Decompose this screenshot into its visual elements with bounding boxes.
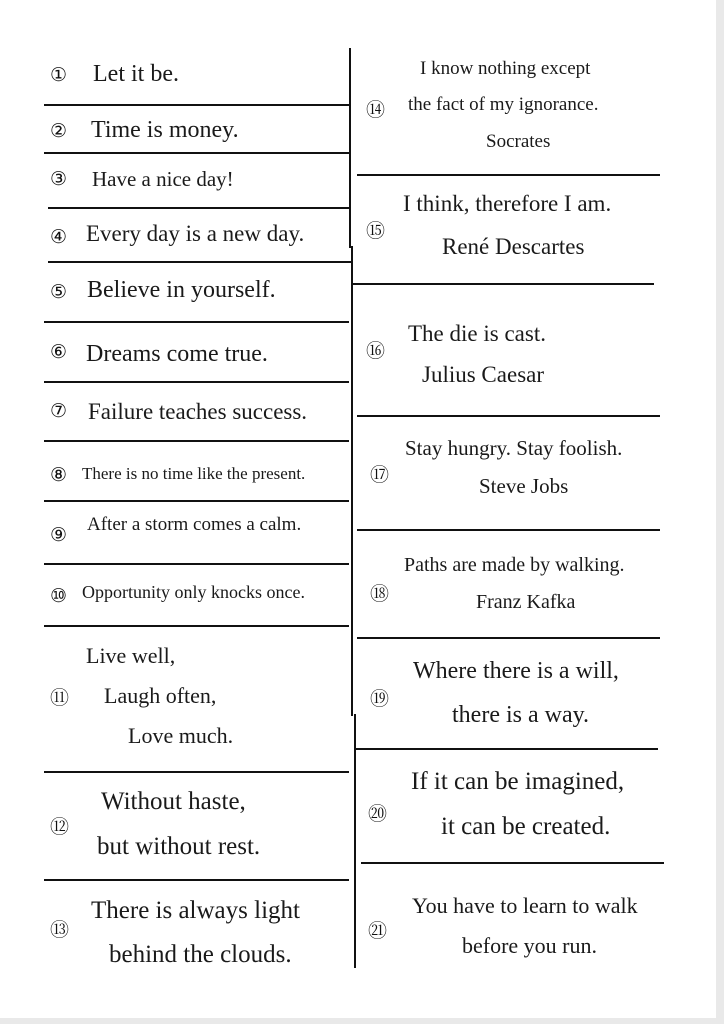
quote-text-line: Stay hungry. Stay foolish. — [405, 436, 623, 460]
row-divider — [44, 321, 349, 323]
quote-text-line: I think, therefore I am. — [403, 191, 612, 216]
quote-text: Time is money. — [91, 117, 239, 143]
item-number: ① — [50, 64, 68, 86]
quote-text: There is no time like the present. — [82, 464, 306, 483]
quote-text-line: You have to learn to walk — [412, 893, 638, 918]
row-divider — [357, 637, 660, 639]
quote-text: Believe in yourself. — [87, 277, 276, 303]
row-divider — [44, 771, 349, 773]
item-number: ③ — [50, 168, 68, 190]
center-divider — [354, 714, 356, 968]
item-number: ㉑ — [368, 920, 388, 942]
quote-text-line: The die is cast. — [408, 321, 546, 346]
item-number: ② — [50, 120, 68, 142]
quote-text: Dreams come true. — [86, 341, 268, 367]
item-number: ⑤ — [50, 281, 68, 303]
item-number: ⑭ — [366, 99, 386, 121]
item-number: ⑦ — [50, 400, 68, 422]
row-divider — [361, 862, 664, 864]
quote-text-line: behind the clouds. — [109, 941, 292, 968]
quote-text: Have a nice day! — [92, 167, 234, 191]
quote-text-line: There is always light — [91, 897, 300, 924]
row-divider — [351, 283, 654, 285]
item-number: ⑲ — [370, 688, 390, 710]
quote-text: Opportunity only knocks once. — [82, 582, 305, 602]
item-number: ⑧ — [50, 464, 68, 486]
quote-author: René Descartes — [442, 234, 585, 259]
quote-author: Steve Jobs — [479, 474, 569, 498]
row-divider — [44, 104, 349, 106]
quote-author: Socrates — [486, 131, 551, 152]
center-divider — [351, 246, 353, 716]
quote-text: Every day is a new day. — [86, 221, 305, 246]
quote-text-line: there is a way. — [452, 702, 590, 728]
row-divider — [355, 748, 658, 750]
row-divider — [357, 529, 660, 531]
quote-text-line: the fact of my ignorance. — [408, 94, 599, 115]
item-number: ④ — [50, 226, 68, 248]
row-divider — [44, 440, 349, 442]
item-number: ⑳ — [368, 803, 388, 825]
item-number: ⑪ — [50, 687, 70, 709]
item-number: ⑩ — [50, 585, 68, 607]
quote-text: Failure teaches success. — [88, 399, 308, 424]
row-divider — [44, 563, 349, 565]
item-number: ⑬ — [50, 919, 70, 941]
row-divider — [48, 261, 351, 263]
quote-text-line: before you run. — [462, 933, 598, 958]
item-number: ⑯ — [366, 340, 386, 362]
item-number: ⑱ — [370, 583, 390, 605]
quote-text-line: Love much. — [128, 723, 234, 748]
row-divider — [48, 207, 351, 209]
quote-text-line: I know nothing except — [420, 58, 591, 79]
quote-text-line: Live well, — [86, 643, 176, 668]
row-divider — [44, 381, 349, 383]
center-divider — [349, 48, 351, 248]
quote-text-line: but without rest. — [97, 833, 261, 860]
quote-text: Let it be. — [93, 61, 179, 87]
row-divider — [357, 174, 660, 176]
quote-text: After a storm comes a calm. — [87, 514, 302, 535]
quote-text-line: Paths are made by walking. — [404, 554, 625, 576]
row-divider — [44, 879, 349, 881]
quote-text-line: it can be created. — [441, 813, 611, 840]
item-number: ⑮ — [366, 220, 386, 242]
quote-author: Julius Caesar — [422, 362, 545, 387]
item-number: ⑨ — [50, 524, 68, 546]
quote-text-line: Without haste, — [101, 788, 246, 815]
quote-author: Franz Kafka — [476, 591, 576, 613]
quote-text-line: If it can be imagined, — [411, 768, 625, 795]
row-divider — [44, 152, 349, 154]
row-divider — [44, 625, 349, 627]
item-number: ⑰ — [370, 464, 390, 486]
item-number: ⑫ — [50, 816, 70, 838]
row-divider — [357, 415, 660, 417]
quote-text-line: Where there is a will, — [413, 658, 619, 684]
item-number: ⑥ — [50, 341, 68, 363]
row-divider — [44, 500, 349, 502]
quote-text-line: Laugh often, — [104, 683, 217, 708]
